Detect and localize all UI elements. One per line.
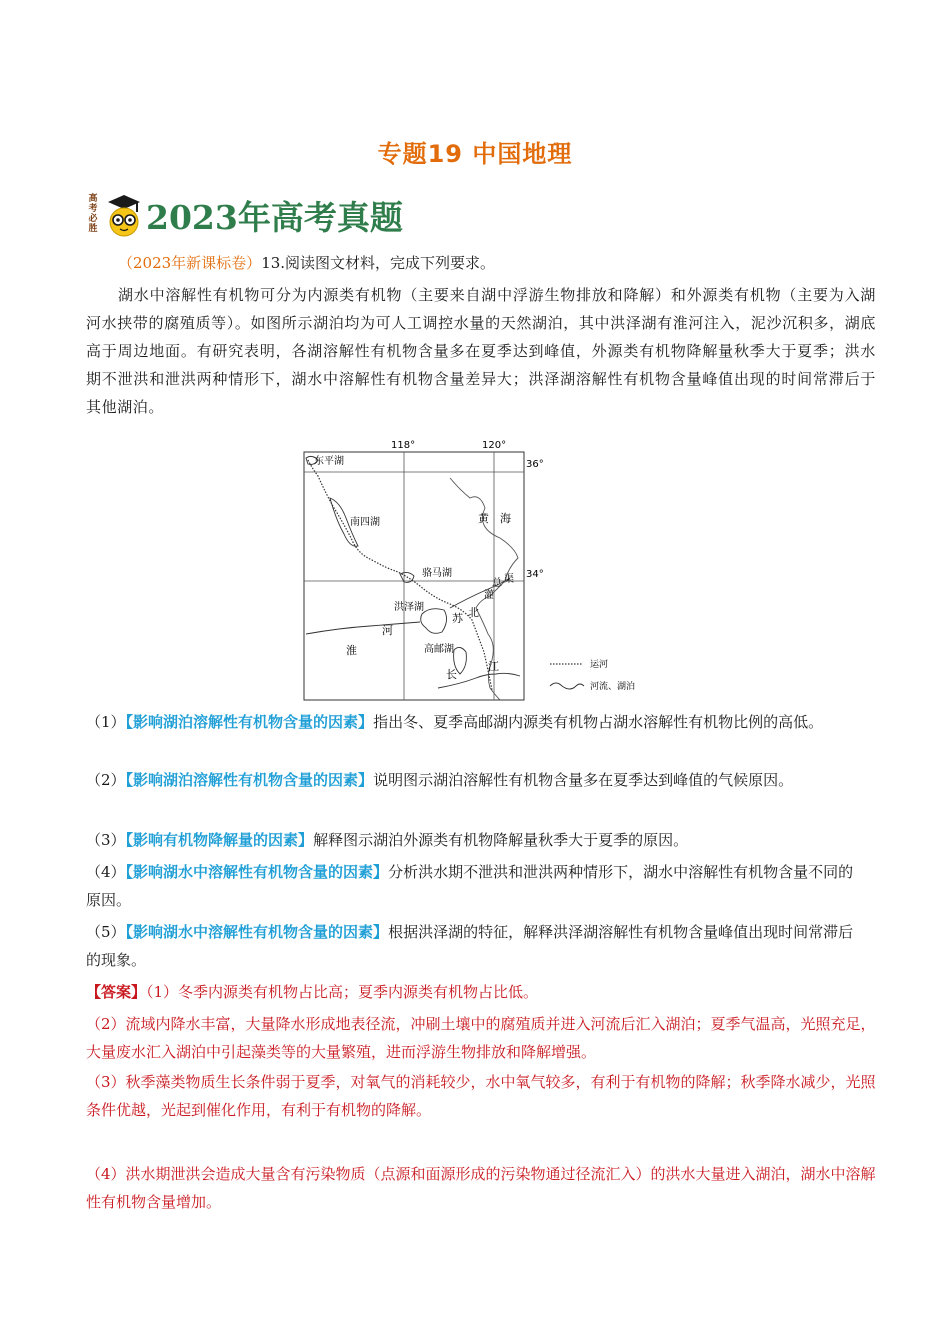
question-source: （2023年新课标卷） xyxy=(118,254,262,272)
banner-heading: 2023年高考真题 xyxy=(146,198,403,237)
label-guan: 灌 xyxy=(484,590,494,601)
question-intro xyxy=(118,252,495,273)
question-3-text: 解释图示湖泊外源类有机物降解量秋季大于夏季的原因。 xyxy=(313,831,689,849)
lon-label-120: 120° xyxy=(482,440,507,451)
page-title: 专题19 中国地理 xyxy=(377,140,573,168)
question-2-number: （2） xyxy=(86,771,126,789)
answer-2: （2）流域内降水丰富，大量降水形成地表径流，冲刷土壤中的腐殖质并进入河流后汇入湖泊；夏季气温高，光照充足，大量废水汇入湖泊中引起藻类等的大量繁殖，进而浮游生物排放和降解增强。 xyxy=(86,1015,876,1061)
question-4-text: 分析洪水期不泄洪和泄洪两种情形下，湖水中溶解性有机物含量不同的原因。 xyxy=(86,863,854,909)
question-instruction: 13.阅读图文材料，完成下列要求。 xyxy=(261,254,496,272)
answer-label: 【答案】 xyxy=(86,983,147,1001)
label-gaoyou-lake: 高邮湖 xyxy=(424,644,454,655)
question-1-text: 指出冬、夏季高邮湖内源类有机物占湖水溶解性有机物比例的高低。 xyxy=(373,713,824,731)
label-chang: 长 xyxy=(446,668,457,681)
question-4-tag: 【影响湖水中溶解性有机物含量的因素】 xyxy=(125,863,389,881)
label-hai: 海 xyxy=(500,512,511,525)
label-he: 河 xyxy=(382,624,393,637)
legend-river-symbol xyxy=(550,683,584,689)
question-2-text: 说明图示湖泊溶解性有机物含量多在夏季达到峰值的气候原因。 xyxy=(373,771,794,789)
label-huai: 淮 xyxy=(346,644,357,657)
answer-3: （3）秋季藻类物质生长条件弱于夏季，对氧气的消耗较少，水中氧气较多，有利于有机物的降解；秋季降水减少，光照条件优越，光起到催化作用，有利于有机物的降解。 xyxy=(86,1073,876,1119)
question-1-tag: 【影响湖泊溶解性有机物含量的因素】 xyxy=(125,713,374,731)
lat-label-34: 34° xyxy=(526,569,544,580)
question-4 xyxy=(86,858,866,914)
answer-4: （4）洪水期泄洪会造成大量含有污染物质（点源和面源形成的污染物通过径流汇入）的洪水大量进入湖泊，湖水中溶解性有机物含量增加。 xyxy=(86,1165,876,1211)
question-5-text: 根据洪泽湖的特征，解释洪泽湖溶解性有机物含量峰值出现时间常滞后的现象。 xyxy=(86,923,854,969)
lake-region-map xyxy=(300,438,650,702)
legend-canal-label: 运河 xyxy=(590,660,609,670)
question-2-tag: 【影响湖泊溶解性有机物含量的因素】 xyxy=(125,771,374,789)
question-3-tag: 【影响有机物降解量的因素】 xyxy=(125,831,314,849)
coastline xyxy=(450,478,518,608)
question-2 xyxy=(86,766,866,794)
label-nansi-lake: 南四湖 xyxy=(350,517,380,528)
question-5-tag: 【影响湖水中溶解性有机物含量的因素】 xyxy=(125,923,389,941)
label-zong: 总 xyxy=(492,578,502,589)
label-su: 苏 xyxy=(452,612,463,625)
legend-river-label: 河流、湖泊 xyxy=(590,682,636,692)
question-1 xyxy=(86,708,866,736)
coastline-south xyxy=(476,608,500,700)
answer-1-text: （1）冬季内源类有机物占比高；夏季内源类有机物占比低。 xyxy=(146,983,539,1001)
lat-label-36: 36° xyxy=(526,459,544,470)
question-5 xyxy=(86,918,866,974)
lon-label-118: 118° xyxy=(391,440,416,451)
label-luoma-lake: 骆马湖 xyxy=(422,568,452,579)
question-4-number: （4） xyxy=(86,863,126,881)
label-qu: 渠 xyxy=(504,574,514,585)
graduate-owl-icon xyxy=(104,192,144,238)
huai-river xyxy=(306,622,420,634)
label-dongping-lake: 东平湖 xyxy=(314,456,344,467)
material-passage: 湖水中溶解性有机物可分为内源类有机物（主要来自湖中浮游生物排放和降解）和外源类有机物（主要为入湖河水挟带的腐殖质等）。如图所示湖泊均为可人工调控水量的天然湖泊，其中洪泽湖有淮河注入，泥沙沉积多，湖底高于周边地面。有研究表明，各湖溶解性有机物含量多在夏季达到峰值，外源类有机物降解量秋季大于夏季；洪水期不泄洪和泄洪两种情形下，湖水中溶解性有机物含量差异大；洪泽湖溶解性有机物含量峰值出现的时间常滞后于其他湖泊。 xyxy=(86,286,876,416)
question-1-number: （1） xyxy=(86,713,126,731)
section-banner xyxy=(86,190,406,246)
answer-1 xyxy=(86,978,876,1006)
hongze-lake-shape xyxy=(421,609,447,634)
label-huang: 黄 xyxy=(478,512,489,525)
question-3 xyxy=(86,826,866,854)
label-jiang: 江 xyxy=(488,660,499,673)
banner-vertical-label: 高考必胜 xyxy=(88,194,98,234)
label-hongze-lake: 洪泽湖 xyxy=(394,602,424,613)
label-bei: 北 xyxy=(468,606,479,619)
question-3-number: （3） xyxy=(86,831,126,849)
question-5-number: （5） xyxy=(86,923,126,941)
